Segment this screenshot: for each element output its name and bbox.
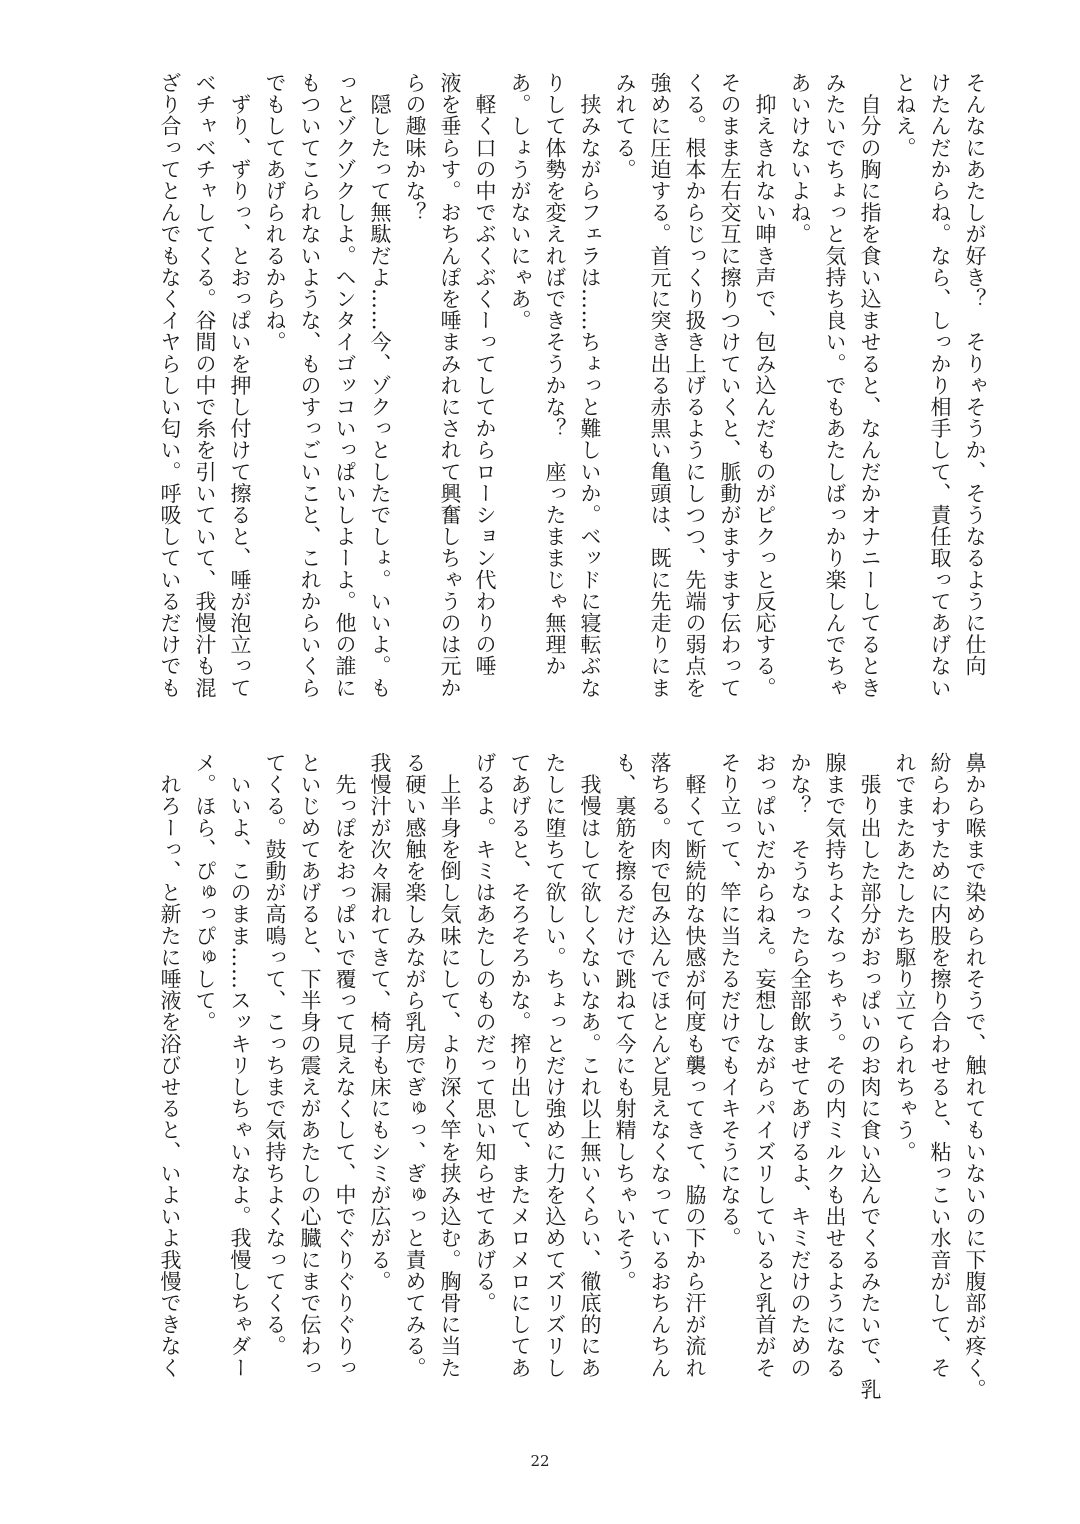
text-line: みれてる。 bbox=[613, 72, 637, 180]
text-line: そのまま左右交互に擦りつけていくと、脈動がますます伝わって bbox=[718, 72, 742, 699]
text-line: 抑えきれない呻き声で、包み込んだものがピクっと反応する。 bbox=[753, 72, 777, 699]
text-line: けたんだからね。なら、しっかり相手して、責任取ってあげない bbox=[928, 72, 952, 699]
text-line: あ。しょうがないにゃあ。 bbox=[508, 72, 532, 332]
text-line: も、裏筋を擦るだけで跳ねて今にも射精しちゃいそう。 bbox=[613, 752, 637, 1292]
text-line: 自分の胸に指を食い込ませると、なんだかオナニーしてるとき bbox=[858, 72, 882, 699]
text-line: 挟みながらフェラは……ちょっと難しいか。ベッドに寝転ぶな bbox=[578, 72, 602, 699]
text-line: あいけないよね。 bbox=[788, 72, 812, 245]
text-line: かな？ そうなったら全部飲ませてあげるよ、キミだけのための bbox=[788, 752, 812, 1379]
text-line: 先っぽをおっぱいで覆って見えなくして、中でぐりぐりぐりっ bbox=[333, 752, 357, 1379]
text-line: おっぱいだからねえ。妄想しながらパイズリしていると乳首がそ bbox=[753, 752, 777, 1379]
text-block-top bbox=[152, 72, 992, 712]
page-number: 22 bbox=[530, 1452, 550, 1470]
text-line: メ。ほら、ぴゅっぴゅして。 bbox=[193, 752, 217, 1033]
text-line: 軽く口の中でぶくぶくーってしてからローション代わりの唾 bbox=[473, 72, 497, 677]
text-line: っとゾクゾクしよ。ヘンタイゴッコいっぱいしよーよ。他の誰に bbox=[333, 72, 357, 699]
text-line: てあげると、そろそろかな。搾り出して、またメロメロにしてあ bbox=[508, 752, 532, 1379]
text-line: れでまたあたしたち駆り立てられちゃう。 bbox=[893, 752, 917, 1163]
text-line: 軽くて断続的な快感が何度も襲ってきて、脇の下から汗が流れ bbox=[683, 752, 707, 1379]
text-line: ベチャベチャしてくる。谷間の中で糸を引いていて、我慢汁も混 bbox=[193, 72, 217, 699]
text-line: 張り出した部分がおっぱいのお肉に食い込んでくるみたいで、乳 bbox=[858, 752, 882, 1400]
text-line: もついてこられないような、ものすっごいこと、これからいくら bbox=[298, 72, 322, 699]
text-line: とねえ。 bbox=[893, 72, 917, 159]
text-line: 腺まで気持ちよくなっちゃう。その内ミルクも出せるようになる bbox=[823, 752, 847, 1379]
text-line: れろーっ、と新たに唾液を浴びせると、いよいよ我慢できなく bbox=[158, 752, 182, 1379]
text-line: 我慢はして欲しくないなあ。これ以上無いくらい、徹底的にあ bbox=[578, 752, 602, 1379]
text-line: たしに堕ちて欲しい。ちょっとだけ強めに力を込めてズリズリし bbox=[543, 752, 567, 1379]
text-line: いいよ、このまま……スッキリしちゃいなよ。我慢しちゃダー bbox=[228, 752, 252, 1379]
text-block-bottom bbox=[152, 752, 992, 1400]
text-line: といじめてあげると、下半身の震えがあたしの心臓にまで伝わっ bbox=[298, 752, 322, 1379]
text-line: 我慢汁が次々漏れてきて、椅子も床にもシミが広がる。 bbox=[368, 752, 392, 1292]
text-line: 強めに圧迫する。首元に突き出る赤黒い亀頭は、既に先走りにま bbox=[648, 72, 672, 699]
text-line: げるよ。キミはあたしのものだって思い知らせてあげる。 bbox=[473, 752, 497, 1314]
text-line: 鼻から喉まで染められそうで、触れてもいないのに下腹部が疼く。 bbox=[963, 752, 987, 1400]
text-line: ずり、ずりっ、とおっぱいを押し付けて擦ると、唾が泡立って bbox=[228, 72, 252, 699]
text-line: る硬い感触を楽しみながら乳房でぎゅっ、ぎゅっと責めてみる。 bbox=[403, 752, 427, 1379]
text-line: らの趣味かな？ bbox=[403, 72, 427, 224]
text-line: りして体勢を変えればできそうかな？ 座ったままじゃ無理か bbox=[543, 72, 567, 677]
text-line: くる。根本からじっくり扱き上げるようにしつつ、先端の弱点を bbox=[683, 72, 707, 699]
text-line: ざり合ってとんでもなくイヤらしい匂い。呼吸しているだけでも bbox=[158, 72, 182, 699]
text-line: みたいでちょっと気持ち良い。でもあたしばっかり楽しんでちゃ bbox=[823, 72, 847, 699]
text-line: てくる。鼓動が高鳴って、こっちまで気持ちよくなってくる。 bbox=[263, 752, 287, 1357]
text-line: でもしてあげられるからね。 bbox=[263, 72, 287, 353]
text-line: そんなにあたしが好き？ そりゃそうか、そうなるように仕向 bbox=[963, 72, 987, 677]
text-line: 上半身を倒し気味にして、より深く竿を挟み込む。胸骨に当た bbox=[438, 752, 462, 1379]
text-line: 落ちる。肉で包み込んでほとんど見えなくなっているおちんちん bbox=[648, 752, 672, 1379]
text-line: 紛らわすために内股を擦り合わせると、粘っこい水音がして、そ bbox=[928, 752, 952, 1379]
text-line: 隠したって無駄だよ……今、ゾクっとしたでしょ。いいよ。も bbox=[368, 72, 392, 699]
text-line: そり立って、竿に当たるだけでもイキそうになる。 bbox=[718, 752, 742, 1249]
text-line: 液を垂らす。おちんぽを唾まみれにされて興奮しちゃうのは元か bbox=[438, 72, 462, 699]
